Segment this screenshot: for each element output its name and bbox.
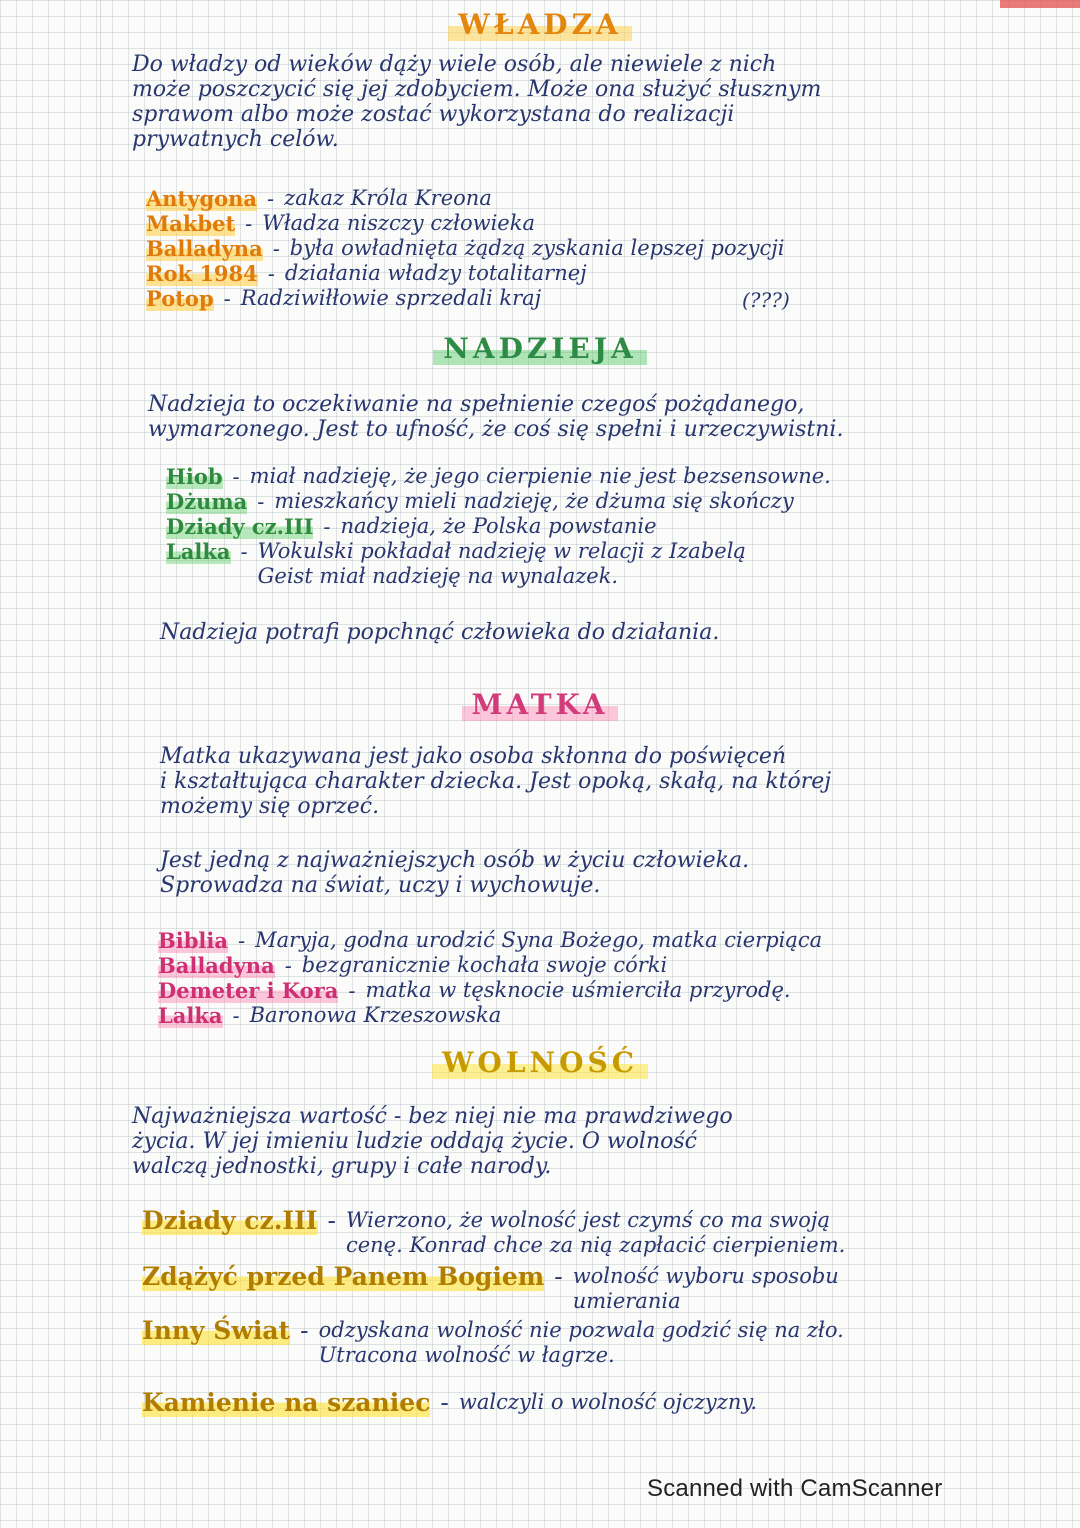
nadzieja-outro: Nadzieja potrafi popchnąć człowieka do działania. (160, 620, 720, 645)
wladza-entry-3: Balladyna - była owładnięta żądzą zyskania lepszej pozycji (146, 236, 785, 261)
scanner-watermark: Scanned with CamScanner (647, 1475, 943, 1502)
wolnosc-intro: Najważniejsza wartość - bez niej nie ma prawdziwego życia. W jej imieniu ludzie oddają życie. O wolność walczą jednostki, grupy i całe narody. (132, 1104, 733, 1179)
nadzieja-entry-1: Hiob - miał nadzieję, że jego cierpienie nie jest bezsensowne. (166, 464, 831, 489)
matka-entry-3: Demeter i Kora - matka w tęsknocie uśmierciła przyrodę. (158, 978, 791, 1003)
nadzieja-intro: Nadzieja to oczekiwanie na spełnienie czegoś pożądanego, wymarzonego. Jest to ufność, że coś się spełni i urzeczywistni. (148, 392, 844, 442)
heading-wolnosc: WOLNOŚĆ (0, 1046, 1080, 1080)
matka-entry-4: Lalka - Baronowa Krzeszowska (158, 1003, 502, 1028)
heading-matka: MATKA (0, 688, 1080, 722)
heading-nadzieja: NADZIEJA (0, 332, 1080, 366)
wladza-entry-4: Rok 1984 - działania władzy totalitarnej (146, 261, 587, 286)
matka-entry-1: Biblia - Maryja, godna urodzić Syna Bożego, matka cierpiąca (158, 928, 823, 953)
wladza-intro: Do władzy od wieków dąży wiele osób, ale niewiele z nich może poszczycić się jej zdobyciem. Może ona służyć słusznym sprawom albo może zostać wykorzystana do realizacji prywatnych celów. (132, 52, 822, 152)
wladza-entry-5: Potop - Radziwiłłowie sprzedali kraj (146, 286, 542, 311)
wolnosc-entry-2: Zdążyć przed Panem Bogiem - wolność wyboru sposobu umierania (142, 1262, 839, 1313)
wolnosc-entry-1: Dziady cz.III - Wierzono, że wolność jest czymś co ma swoją cenę. Konrad chce za nią zapłacić cierpieniem. (142, 1206, 846, 1257)
matka-intro: Matka ukazywana jest jako osoba skłonna do poświęceń i kształtująca charakter dziecka. Jest opoką, skałą, na której możemy się oprzeć. (160, 744, 832, 819)
nadzieja-entry-2: Dżuma - mieszkańcy mieli nadzieję, że dżuma się skończy (166, 489, 794, 514)
wladza-aside-note: (???) (742, 288, 790, 312)
wolnosc-entry-4: Kamienie na szaniec - walczyli o wolność ojczyzny. (142, 1388, 758, 1417)
heading-wladza: WŁADZA (0, 8, 1080, 42)
corner-mark (1000, 0, 1080, 8)
matka-intro-2: Jest jedną z najważniejszych osób w życiu człowieka. Sprowadza na świat, uczy i wychowuje. (160, 848, 750, 898)
wladza-entry-1: Antygona - zakaz Króla Kreona (146, 186, 492, 211)
wolnosc-entry-3: Inny Świat - odzyskana wolność nie pozwala godzić się na zło. Utracona wolność w łagrze. (142, 1316, 844, 1367)
matka-entry-2: Balladyna - bezgranicznie kochała swoje córki (158, 953, 668, 978)
wladza-entry-2: Makbet - Władza niszczy człowieka (146, 211, 535, 236)
nadzieja-entry-4: Lalka - Wokulski pokładał nadzieję w relacji z Izabelą Geist miał nadzieję na wynalazek. (166, 539, 746, 588)
nadzieja-entry-3: Dziady cz.III - nadzieja, że Polska powstanie (166, 514, 657, 539)
